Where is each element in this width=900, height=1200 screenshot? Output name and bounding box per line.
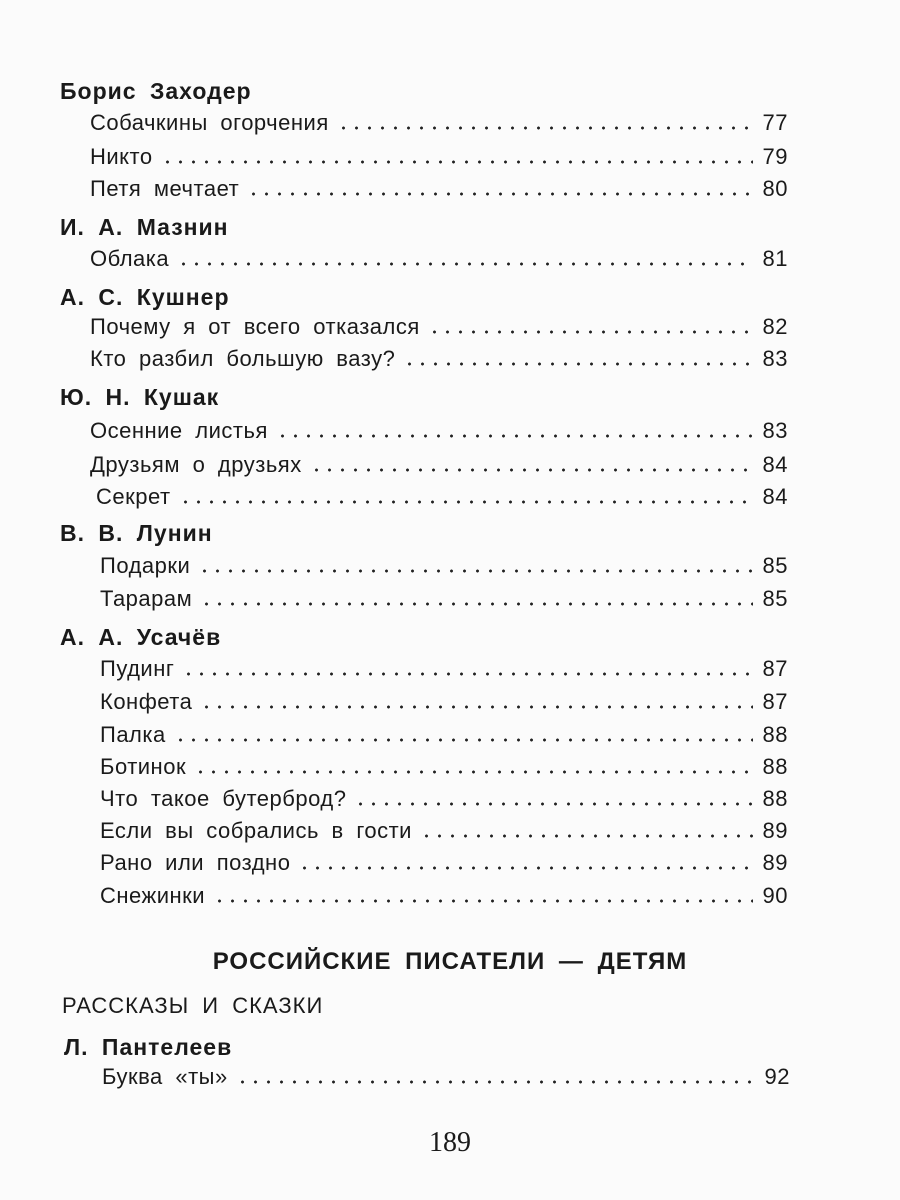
author-heading: А. А. Усачёв [60,624,222,650]
entry-title: Если вы собрались в гости [100,818,412,843]
toc-entry[interactable] [90,110,788,136]
entry-page: 82 [762,314,788,339]
dot-leader [310,468,753,472]
toc-entry[interactable] [100,689,788,715]
toc-entry[interactable] [100,754,788,780]
toc-entry[interactable] [100,553,788,579]
entry-title: Осенние листья [90,418,268,443]
toc-entry[interactable] [90,176,788,202]
dot-leader [174,738,753,742]
entry-title: Петя мечтает [90,176,240,201]
entry-title: Что такое бутерброд? [100,786,347,811]
entry-title: Почему я от всего отказался [90,314,420,339]
entry-title: Тарарам [100,586,193,611]
toc-entry[interactable] [90,346,788,372]
entry-page: 87 [762,689,788,714]
dot-leader [420,834,753,838]
author-heading: И. А. Мазнин [60,214,229,240]
entry-title: Облака [90,246,170,271]
entry-page: 84 [762,484,788,509]
entry-page: 83 [762,346,788,371]
author-heading: Л. Пантелеев [64,1034,233,1060]
dot-leader [428,330,753,334]
author-heading: Борис Заходер [60,78,252,104]
entry-title: Собачкины огорчения [90,110,329,135]
entry-title: Рано или поздно [100,850,291,875]
author-heading: Ю. Н. Кушак [60,384,220,410]
toc-entry[interactable] [90,314,788,340]
entry-title: Конфета [100,689,193,714]
entry-title: Палка [100,722,166,747]
toc-entry[interactable] [100,656,788,682]
toc-entry[interactable] [100,883,788,909]
entry-page: 79 [762,144,788,169]
entry-page: 85 [762,553,788,578]
entry-page: 83 [762,418,788,443]
dot-leader [337,126,753,130]
dot-leader [298,866,752,870]
entry-page: 77 [762,110,788,135]
toc-entry[interactable] [102,1064,790,1090]
entry-title: Кто разбил большую вазу? [90,346,396,371]
dot-leader [179,500,753,504]
dot-leader [200,602,752,606]
dot-leader [213,899,752,903]
toc-entry[interactable] [96,484,788,510]
dot-leader [247,192,752,196]
entry-page: 88 [762,754,788,779]
entry-page: 81 [762,246,788,271]
dot-leader [200,705,752,709]
entry-page: 89 [762,818,788,843]
toc-entry[interactable] [100,786,788,812]
dot-leader [403,362,752,366]
entry-title: Никто [90,144,153,169]
toc-entry[interactable] [90,144,788,170]
dot-leader [161,160,753,164]
dot-leader [236,1080,755,1084]
page-number: 189 [429,1127,471,1158]
entry-page: 88 [762,722,788,747]
dot-leader [182,672,752,676]
toc-entry[interactable] [90,246,788,272]
subsection-heading: РАССКАЗЫ И СКАЗКИ [62,993,324,1018]
toc-entry[interactable] [100,586,788,612]
dot-leader [194,770,752,774]
entry-title: Секрет [96,484,171,509]
section-heading: РОССИЙСКИЕ ПИСАТЕЛИ — ДЕТЯМ [212,948,688,975]
entry-title: Ботинок [100,754,187,779]
entry-page: 92 [764,1064,790,1089]
toc-entry[interactable] [100,850,788,876]
entry-title: Буква «ты» [102,1064,228,1089]
entry-page: 84 [762,452,788,477]
entry-page: 87 [762,656,788,681]
entry-page: 88 [762,786,788,811]
dot-leader [276,434,753,438]
dot-leader [354,802,752,806]
toc-entry[interactable] [100,818,788,844]
toc-entry[interactable] [100,722,788,748]
entry-page: 85 [762,586,788,611]
entry-title: Пудинг [100,656,175,681]
author-heading: А. С. Кушнер [60,284,230,310]
entry-title: Подарки [100,553,191,578]
entry-title: Снежинки [100,883,206,908]
toc-entry[interactable] [90,418,788,444]
toc-entry[interactable] [90,452,788,478]
dot-leader [198,569,752,573]
dot-leader [177,262,752,266]
entry-page: 90 [762,883,788,908]
entry-page: 80 [762,176,788,201]
entry-title: Друзьям о друзьях [90,452,302,477]
author-heading: В. В. Лунин [60,520,213,546]
entry-page: 89 [762,850,788,875]
